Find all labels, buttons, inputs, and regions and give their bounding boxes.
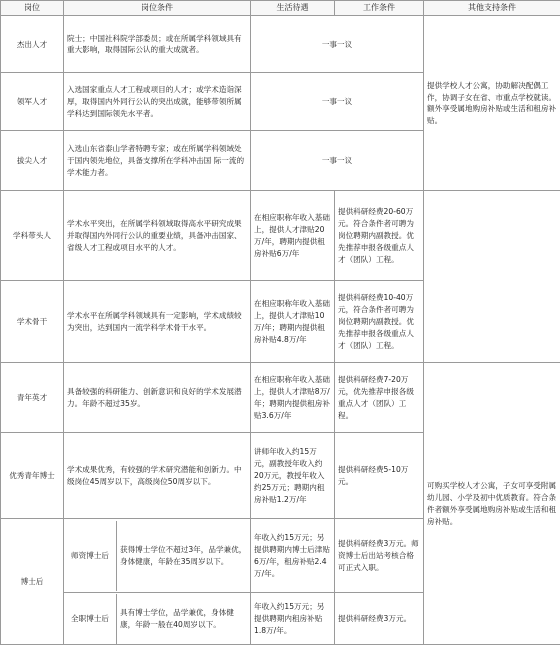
header-life: 生活待遇 (251, 1, 335, 16)
condition-youxiu: 学术成果优秀，有较强的学术研究潜能和创新力。中级岗位45周岁以下，高级岗位50周岁以下。 (64, 433, 251, 519)
table-row (1, 191, 560, 281)
negotiable-jiechu: 一事一议 (251, 16, 424, 73)
work-daitou: 提供科研经费20-60万元。符合条件者可聘为岗位聘期内副教授。优先推荐申报各级重点人才（团队）工程。 (335, 191, 424, 281)
condition-shizi-text: 获得博士学位不超过3年，品学兼优，身体健康，年龄在35周岁以下。 (120, 545, 247, 566)
life-quanzhi: 年收入约15万元；另提供聘期内租房补贴1.8万/年。 (251, 593, 335, 645)
sub-position-quanzhi: 全职博士后 (64, 594, 117, 644)
position-jiechu: 杰出人才 (1, 16, 64, 73)
condition-jiechu: 院士；中国社科院学部委员；或在所属学科领域具有重大影响，取得国际公认的重大成就者。 (64, 16, 251, 73)
table-row (1, 16, 560, 73)
sub-position-shizi: 师资博士后 (64, 521, 117, 591)
header-work: 工作条件 (335, 1, 424, 16)
life-gugan: 在相应职称年收入基础上，提供人才津贴10万/年；聘期内提供租房补贴4.8万/年 (251, 281, 335, 363)
position-gugan: 学术骨干 (1, 281, 64, 363)
header-row (1, 1, 560, 16)
life-shizi: 年收入约15万元；另提供聘期内博士后津贴6万/年，租房补贴2.4万/年。 (251, 519, 335, 593)
other-support-bottom: 可购买学校人才公寓，子女可享受附属幼儿园、小学及初中优质教育。符合条件者额外享受属地购房补贴或生活和租房补贴。 (424, 363, 560, 645)
negotiable-lingjun: 一事一议 (251, 73, 424, 131)
work-shizi: 提供科研经费3万元。师资博士后出站考核合格可正式入职。 (335, 519, 424, 593)
other-support-empty (424, 191, 560, 363)
life-daitou: 在相应职称年收入基础上，提供人才津贴20万/年，聘期内提供租房补贴6万/年 (251, 191, 335, 281)
condition-quanzhi (64, 593, 251, 645)
other-support-top: 提供学校人才公寓，协助解决配偶工作，协调子女在省、市重点学校就读。额外享受属地购房补贴或生活和租房补贴。 (424, 16, 560, 191)
position-youxiu: 优秀青年博士 (1, 433, 64, 519)
table-row (1, 363, 560, 433)
position-daitou: 学科带头人 (1, 191, 64, 281)
condition-qingnian: 具备较强的科研能力、创新意识和良好的学术发展潜力。年龄不超过35岁。 (64, 363, 251, 433)
condition-shizi (64, 519, 251, 593)
condition-gugan: 学术水平在所属学科领域具有一定影响，学术成绩较为突出，达到国内一流学科学术骨干水平。 (64, 281, 251, 363)
condition-quanzhi-text: 具有博士学位，品学兼优，身体健康，年龄一般在40周岁以下。 (120, 608, 234, 629)
work-gugan: 提供科研经费10-40万元，符合条件者可聘为岗位聘期内副教授。优先推荐申报各级重点人才（团队）工程。 (335, 281, 424, 363)
life-youxiu: 讲师年收入约15万元，副教授年收入约20万元，教授年收入约25万元；聘期内租房补贴1.2万/年 (251, 433, 335, 519)
condition-lingjun: 入选国家重点人才工程或项目的人才；或学术造诣深厚，取得国内外同行公认的突出成就，能够带领所属学科达到国际领先水平者。 (64, 73, 251, 131)
life-qingnian: 在相应职称年收入基础上，提供人才津贴8万/年；聘期内提供租房补贴3.6万/年 (251, 363, 335, 433)
position-bajian: 拔尖人才 (1, 131, 64, 191)
work-youxiu: 提供科研经费5-10万元。 (335, 433, 424, 519)
header-condition-main: 岗位条件 (64, 1, 251, 16)
position-boshihou: 博士后 (1, 519, 64, 645)
condition-daitou: 学术水平突出，在所属学科领域取得高水平研究成果并取得国内外同行公认的重要业绩，具备冲击国家、省级人才工程或项目水平的人才。 (64, 191, 251, 281)
position-lingjun: 领军人才 (1, 73, 64, 131)
position-qingnian: 青年英才 (1, 363, 64, 433)
work-quanzhi: 提供科研经费3万元。 (335, 593, 424, 645)
negotiable-bajian: 一事一议 (251, 131, 424, 191)
condition-bajian: 入选山东省泰山学者特聘专家；或在所属学科领域处于国内领先地位，具备支撑所在学科冲击国 际一流的学术能力者。 (64, 131, 251, 191)
work-qingnian: 提供科研经费7-20万元，优先推荐申报各级重点人才（团队）工程。 (335, 363, 424, 433)
header-other: 其他支持条件 (424, 1, 560, 16)
header-position: 岗位 (1, 1, 64, 16)
